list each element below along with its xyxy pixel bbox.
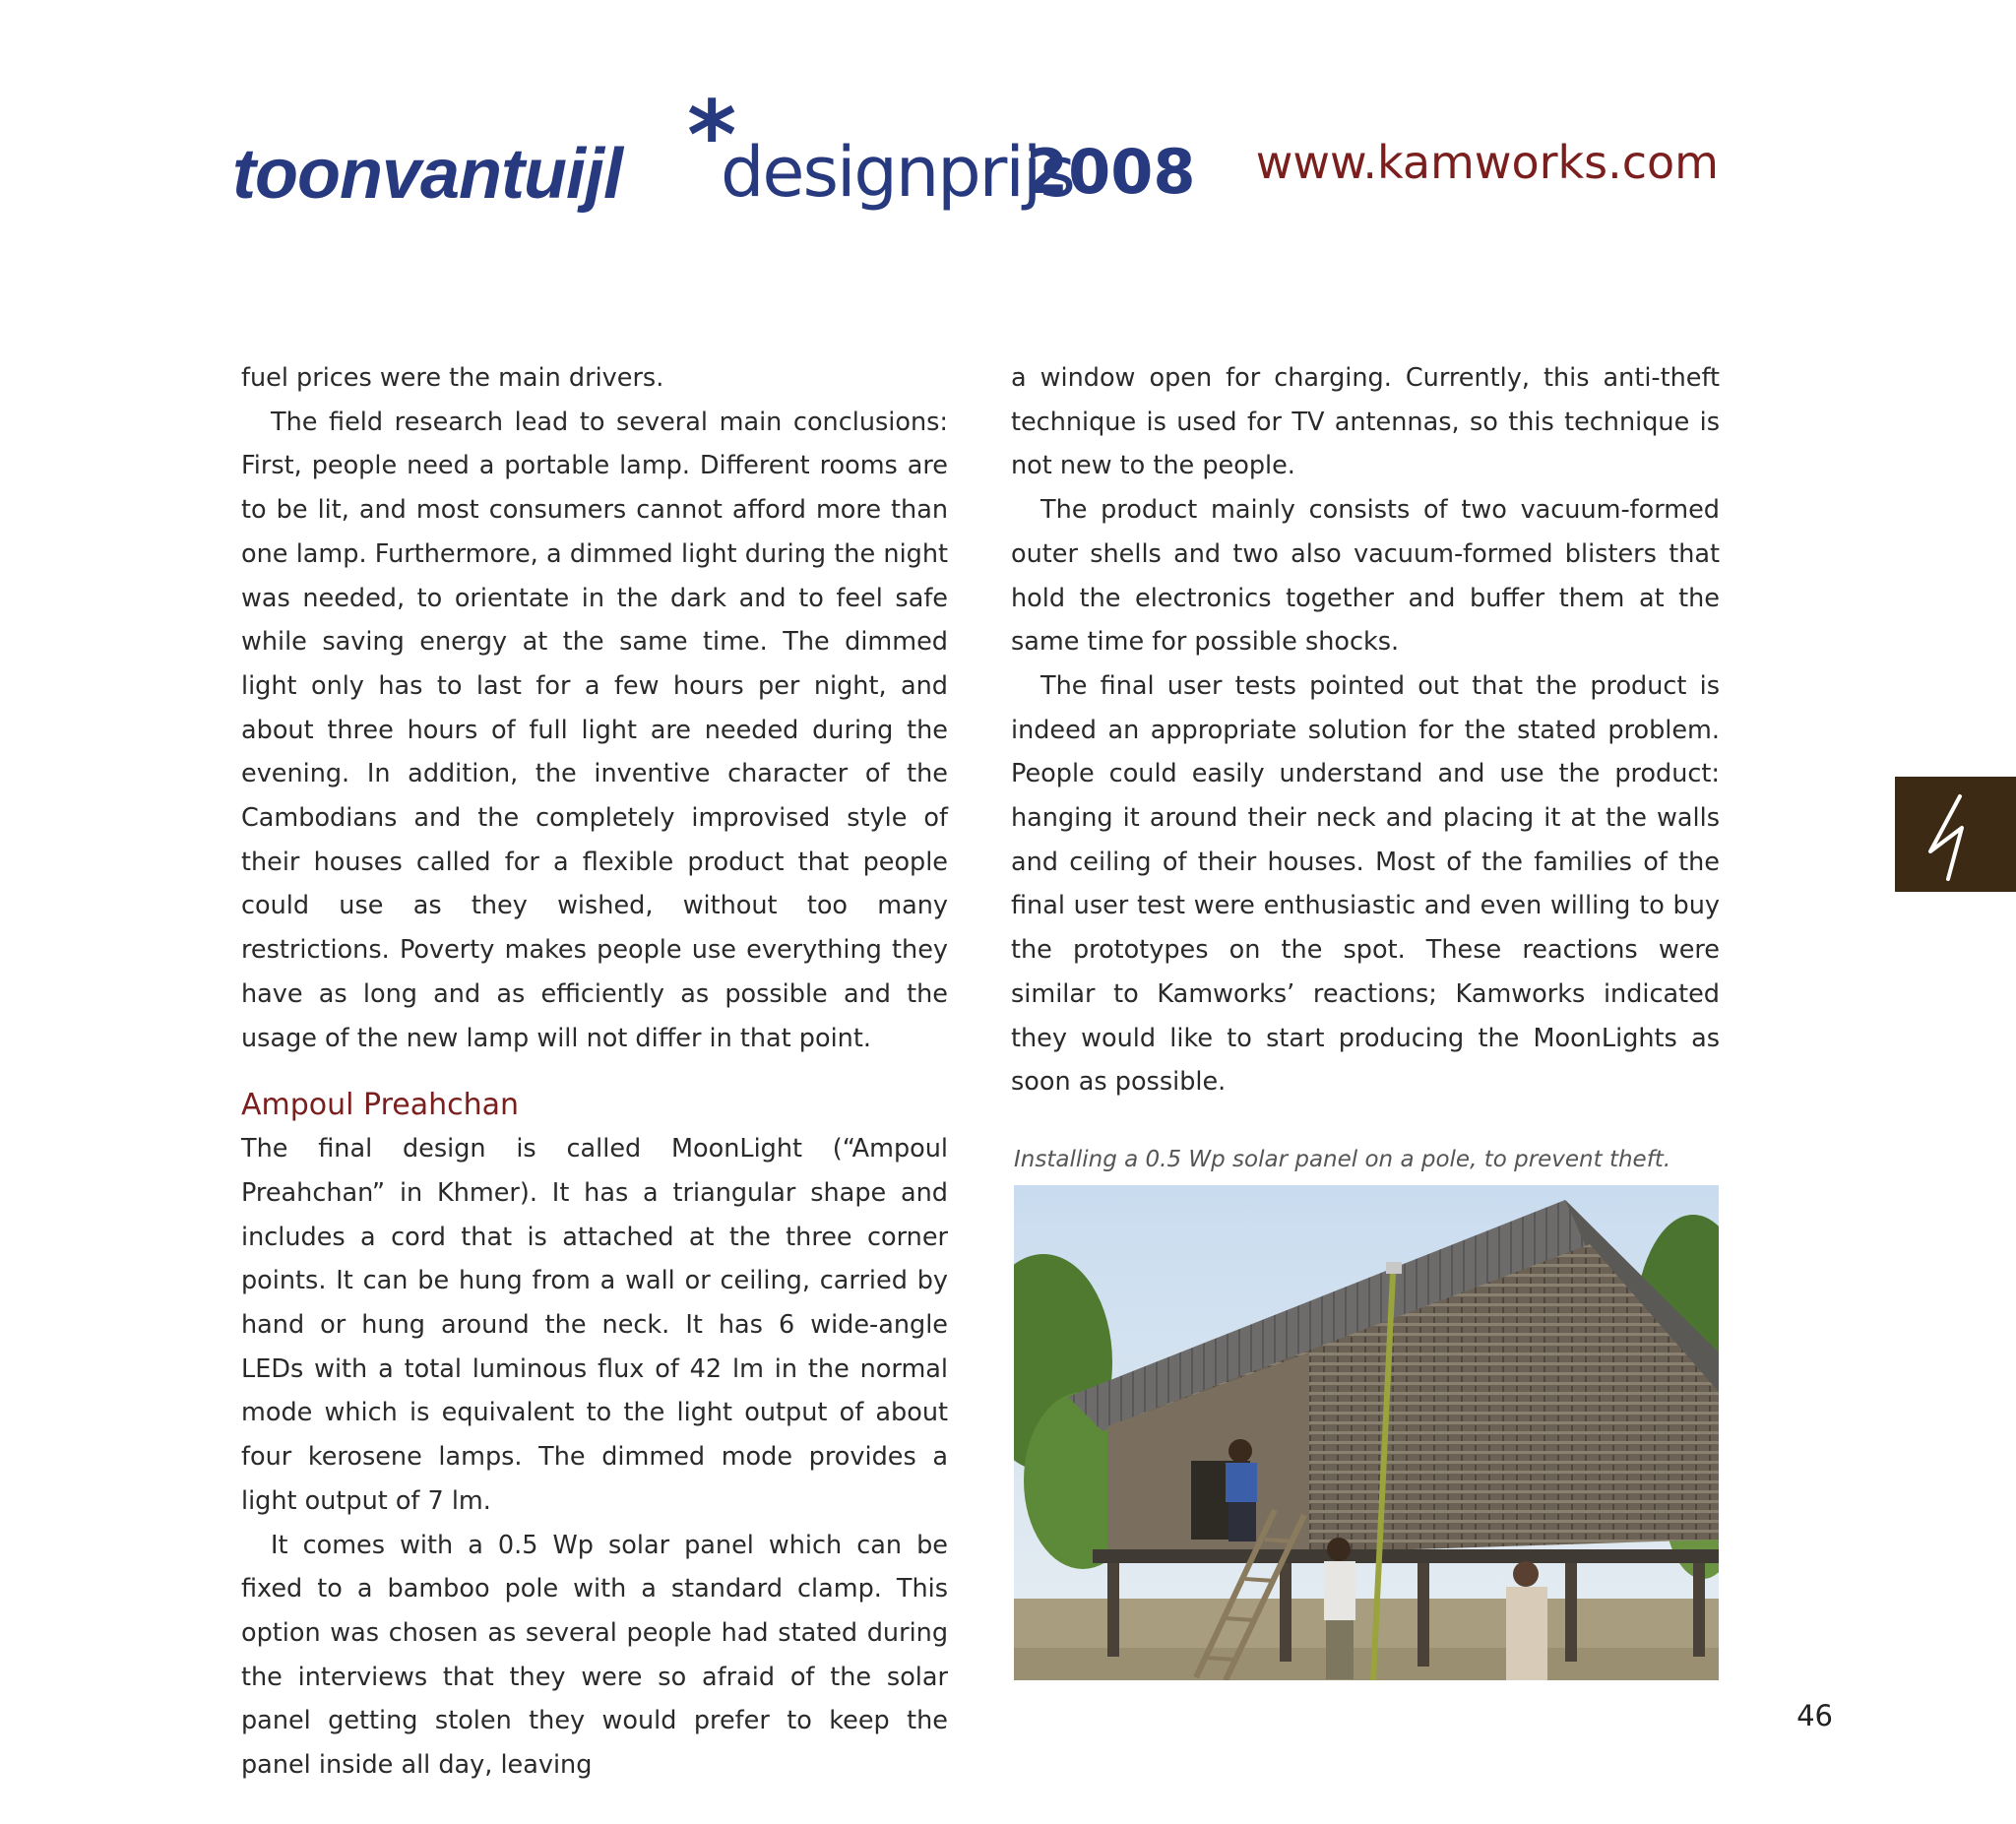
page-number: 46 (1796, 1699, 1833, 1732)
paragraph: fuel prices were the main drivers. (241, 363, 664, 393)
paragraph: a window open for charging. Currently, this anti-theft technique is used for TV antennas, so this technique is not new to the people. (1011, 363, 1720, 481)
right-text-column (1011, 356, 1720, 1104)
figure-caption: Installing a 0.5 Wp solar panel on a pole, to prevent theft. (1014, 1147, 1671, 1172)
logo-asterisk: * (687, 81, 737, 191)
section-heading: Ampoul Preahchan (241, 1088, 520, 1123)
website-url[interactable]: www.kamworks.com (1255, 136, 1719, 189)
paragraph: The final design is called MoonLight (“Ampoul Preahchan” in Khmer). It has a triangular shape and includes a cord that is attached at the three corner points. It can be hung from a wall or ceiling, carried by hand or hung around the neck. It has 6 wide-angle LEDs with a total luminous flux of 42 lm in the normal mode which is equivalent to the light output of about four kerosene lamps. The dimmed mode provides a light output of 7 lm. (241, 1134, 948, 1516)
toonvantuijl-designprijs-logo (232, 81, 1196, 222)
chapter-tab (1895, 777, 2016, 892)
stilt-house-photo (1014, 1185, 1719, 1680)
paragraph: The field research lead to several main conclusions: First, people need a portable lamp. Different rooms are to be lit, and most consumers cannot afford more than one lamp. Furthermore, a dimmed light during the night was needed, to orientate in the dark and to feel safe while saving energy at the same time. The dimmed light only has to last for a few hours per night, and about three hours of full light are needed during the evening. In addition, the inventive character of the Cambodians and the completely improvised style of their houses called for a flexible product that people could use as they wished, without too many restrictions. Poverty makes people use everything they have as long and as efficiently as possible and the usage of the new lamp will not differ in that point. (241, 407, 948, 1053)
left-text-column (241, 356, 948, 1788)
logo-subtitle: designprijs (721, 132, 1074, 213)
lightning-bolt-icon (1895, 777, 2016, 892)
paragraph: The final user tests pointed out that the product is indeed an appropriate solution for the stated problem. People could easily understand and use the product: hanging it around their neck and placing it at the walls and ceiling of their houses. Most of the families of the final user test were enthusiastic and even willing to buy the prototypes on the spot. These reactions were similar to Kamworks’ reactions; Kamworks indicated they would like to start producing the MoonLights as soon as possible. (1011, 670, 1720, 1098)
logo-year: 2008 (1026, 136, 1196, 208)
logo-wordmark: toonvantuijl (232, 135, 622, 214)
paragraph: The product mainly consists of two vacuum-formed outer shells and two also vacuum-formed blisters that hold the electronics together and buffer them at the same time for possible shocks. (1011, 495, 1720, 658)
paragraph: It comes with a 0.5 Wp solar panel which can be fixed to a bamboo pole with a standard clamp. This option was chosen as several people had stated during the interviews that they were so afraid of the solar panel getting stolen they would prefer to keep the panel inside all day, leaving (241, 1530, 948, 1781)
